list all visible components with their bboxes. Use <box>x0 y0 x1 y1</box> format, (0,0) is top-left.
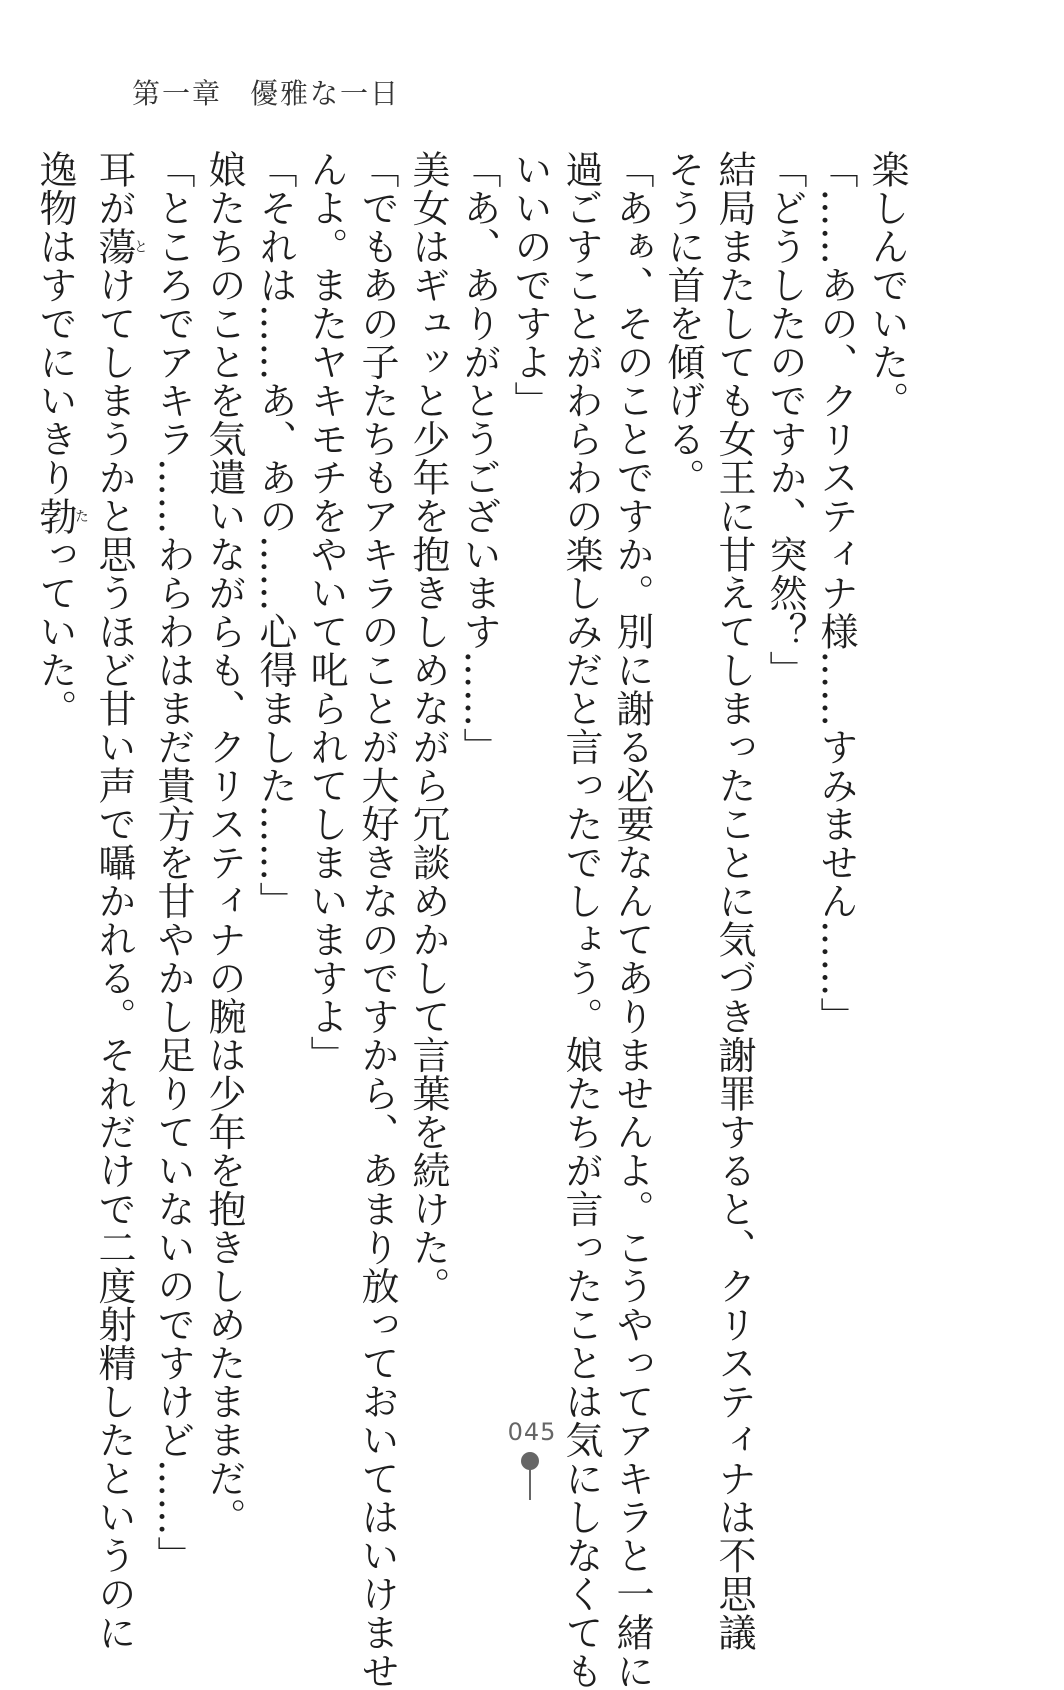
running-head <box>132 72 400 112</box>
text-line-with-ruby <box>29 150 88 1390</box>
text-line: んよ。またヤキモチをやいて叱られてしまいますよ」 <box>304 150 348 1074</box>
page-marker-line <box>529 1468 531 1500</box>
text-line: 「でもあの子たちもアキラのことが大好きなのですから、あまり放っておいてはいけませ <box>355 150 399 1690</box>
ruby-annotation <box>33 496 89 536</box>
text-line: 「……あの、クリスティナ様……すみません……」 <box>814 150 858 1036</box>
text-line: 「あぁ、そのことですか。別に謝る必要なんてありませんよ。こうやってアキラと一緒に <box>610 150 654 1690</box>
text-line: 「ところでアキラ……わらわはまだ貴方を甘やかし足りていないのですけど……」 <box>151 150 195 1575</box>
text-line: そうに首を傾げる。 <box>661 150 705 497</box>
text-line-with-ruby <box>88 150 148 1652</box>
text-segment: けてしまうかと思うほど甘い声で囁かれる。それだけで二度射精したというのに <box>92 265 136 1652</box>
text-line: 楽しんでいた。 <box>865 150 909 420</box>
text-line: 結局またしても女王に甘えてしまったことに気づき謝罪すると、クリスティナは不思議 <box>712 150 756 1652</box>
text-line: 娘たちのことを気遣いながらも、クリスティナの腕は少年を抱きしめたままだ。 <box>202 150 246 1536</box>
text-segment: っていた。 <box>33 535 77 728</box>
chapter-title: 優雅な一日 <box>250 77 401 110</box>
ruby-base: 蕩 <box>92 227 136 266</box>
text-segment: 耳が <box>92 150 136 227</box>
text-line: いいのですよ」 <box>508 150 552 420</box>
text-line: 「それは……あ、あの……心得ました……」 <box>253 150 297 920</box>
ruby-reading: た <box>73 496 89 535</box>
page-number: 045 <box>507 1418 557 1446</box>
text-line: 過ごすことがわらわの楽しみだと言ったでしょう。娘たちが言ったことは気にしなくても <box>559 150 603 1690</box>
ruby-base: 勃 <box>33 496 77 535</box>
chapter-number: 第一章 <box>132 77 223 110</box>
ruby-reading: と <box>132 227 148 266</box>
ruby-annotation <box>92 227 148 266</box>
text-line: 「どうしたのですか、突然？」 <box>763 150 807 689</box>
text-line: 美女はギュッと少年を抱きしめながら冗談めかして言葉を続けた。 <box>406 150 450 1305</box>
text-segment: 逸物はすでにいきり <box>33 150 77 497</box>
text-line: 「あ、ありがとうございます……」 <box>457 150 501 766</box>
